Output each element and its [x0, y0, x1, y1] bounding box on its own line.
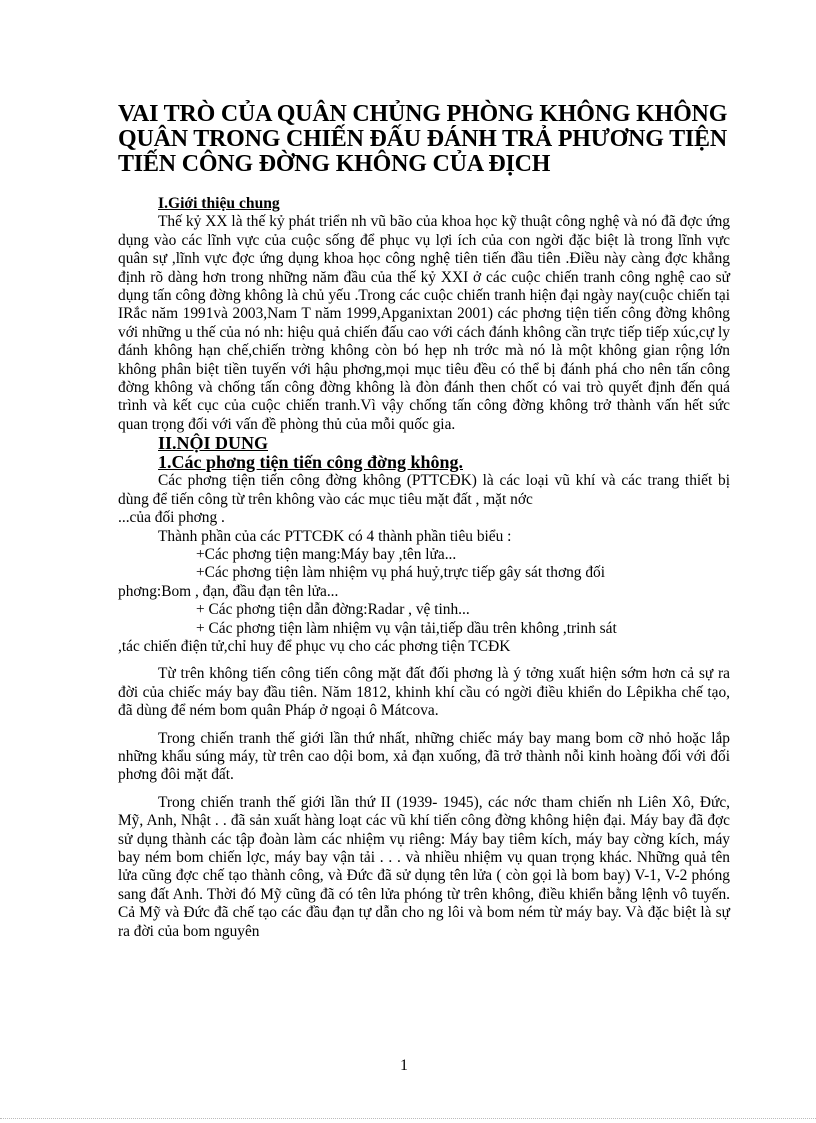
page-number: 1 [400, 1057, 408, 1074]
component-item: + Các phơng tiện làm nhiệm vụ vận tải,tiếp dầu trên không ,trinh sát [196, 619, 617, 637]
page-bottom-divider [0, 1118, 816, 1119]
component-item-cont: ,tác chiến điện tử,chỉ huy để phục vụ cho các phơng tiện TCĐK [118, 637, 511, 655]
component-item: +Các phơng tiện làm nhiệm vụ phá huỷ,trực tiếp gây sát thơng đối [196, 564, 606, 582]
component-item: +Các phơng tiện mang:Máy bay ,tên lửa... [196, 545, 457, 563]
definition-paragraph: Các phơng tiện tiến công đờng không (PTTCĐK) là các loại vũ khí và các trang thiết bị dùng để tiến công từ trên không vào các mục tiêu mặt đất , mặt nớc [118, 472, 730, 508]
section-heading-content: II.NỘI DUNG [158, 433, 269, 454]
title-line-2: QUÂN TRONG CHIẾN ĐẤU ĐÁNH TRẢ PHƯƠNG TIỆN [118, 126, 727, 152]
section-heading-intro: I.Giới thiệu chung [158, 195, 280, 212]
document-title [118, 102, 758, 177]
document-body [118, 195, 730, 941]
component-item: + Các phơng tiện dẫn đờng:Radar , vệ tinh... [196, 601, 470, 619]
title-line-1: VAI TRÒ CỦA QUÂN CHỦNG PHÒNG KHÔNG KHÔNG [118, 101, 728, 127]
history-paragraph-3: Trong chiến tranh thế giới lần thứ II (1939- 1945), các nớc tham chiến nh Liên Xô, Đức, Mỹ, Anh, Nhật . . đã sản xuất hàng loạt các vũ khí tiến công đờng không hiện đại. Máy bay đã đợc sử dụng thành các tập đoàn làm các nhiệm vụ riêng: Máy bay tiêm kích, máy bay cờng kích, máy bay ném bom chiến lợc, máy bay vận tải . . . và nhiều nhiệm vụ quan trọng khác. Những quả tên lửa cũng đợc chế tạo thành công, và Đức đã sử dụng tên lửa ( còn gọi là bom bay) V-1, V-2 phóng sang đất Anh. Thời đó Mỹ cũng đã có tên lửa phóng từ trên không, điều khiển bằng lệnh vô tuyến. Cả Mỹ và Đức đã chế tạo các đầu đạn tự dẫn cho ng lôi và bom ném từ máy bay. Và đặc biệt là sự ra đời của bom nguyên [118, 793, 730, 940]
component-item-cont: phơng:Bom , đạn, đầu đạn tên lửa... [118, 582, 339, 600]
history-paragraph-2: Trong chiến tranh thế giới lần thứ nhất, những chiếc máy bay mang bom cỡ nhỏ hoặc lắp những khẩu súng máy, từ trên cao dội bom, xả đạn xuống, đã trở thành nỗi kinh hoàng đối với đối phơng đôi mặt đất. [118, 729, 730, 784]
title-line-3: TIẾN CÔNG ĐỜNG KHÔNG CỦA ĐỊCH [118, 151, 551, 177]
subsection-heading-1: 1.Các phơng tiện tiến công đờng không. [158, 452, 463, 473]
history-paragraph-1: Từ trên không tiến công tiến công mặt đất đối phơng là ý tởng xuất hiện sớm hơn cả sự ra đời của chiếc máy bay đầu tiên. Năm 1812, khinh khí cầu có ngời điều khiển do Lêpikha chế tạo, đã dùng để ném bom quân Pháp ở ngoại ô Mátcova. [118, 665, 730, 720]
intro-paragraph: Thế kỷ XX là thế kỷ phát triển nh vũ bão của khoa học kỹ thuật công nghệ và nó đã đợc ứng dụng vào các lĩnh vực của cuộc sống để phục vụ lợi ích của con ngời đặc biệt là trong lĩnh vực quân sự ,lĩnh vực đợc ứng dụng khoa học công nghệ tiên tiến đầu tiên .Điều này càng đợc khẳng định rõ dàng hơn trong những năm đầu của thế kỷ XXI ở các cuộc chiến tranh công nghệ cao sử dụng tấn công đờng không là chủ yếu .Trong các cuộc chiến tranh hiện đại ngày nay(cuộc chiến tại IRắc năm 1991và 2003,Nam T năm 1999,Apganixtan 2001) các phơng tiện tiến công đờng không với những u thế của nó nh: hiệu quả chiến đấu cao với cách đánh không cần trực tiếp tiếp xúc,cự ly đánh không hạn chế,chiến trờng không còn bó hẹp nh trớc mà nó là một không gian rộng lớn không phân biệt tiền tuyến với hậu phơng,mọi mục tiêu đều có thể bị đánh phá cho nên tấn công đờng không và chống tấn công đờng không là đòn đánh then chốt có vai trò quyết định đến quá trình và kết cục của cuộc chiến tranh.Vì vậy chống tấn công đờng không trở thành vấn hết sức quan trọng đối với vấn đề phòng thủ của mỗi quốc gia. [118, 213, 730, 433]
definition-paragraph-tail: ...của đối phơng . [118, 509, 225, 527]
components-intro: Thành phần của các PTTCĐK có 4 thành phần tiêu biểu : [158, 527, 512, 545]
